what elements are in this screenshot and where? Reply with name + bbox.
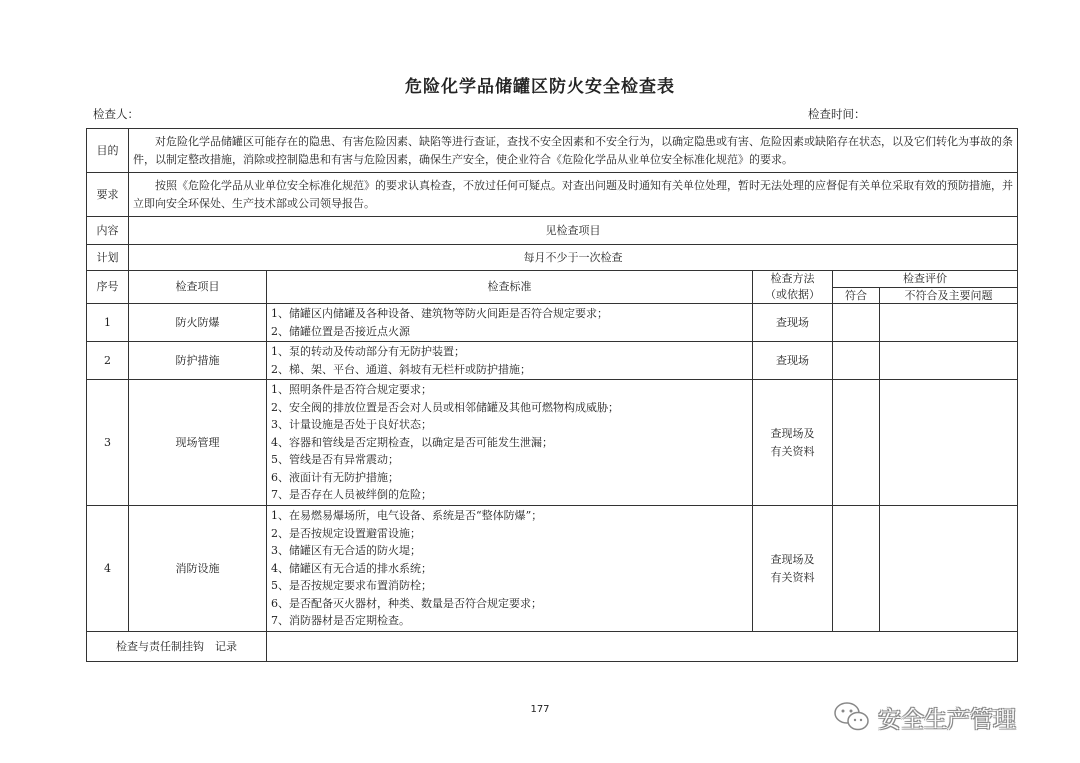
row-no: 3 (87, 380, 129, 506)
content-text: 见检查项目 (129, 217, 1018, 245)
row-no: 1 (87, 304, 129, 342)
standard-line: 7、是否存在人员被绊倒的危险； (271, 488, 432, 502)
standard-line: 2、是否按规定设置避雷设施； (271, 526, 421, 540)
row-conform-cell (833, 304, 880, 342)
method-line: 有关资料 (770, 570, 815, 584)
header-row-1 (87, 271, 1018, 288)
standard-line: 3、储罐区有无合适的防火堤； (271, 544, 421, 558)
row-method (753, 506, 833, 632)
standard-line: 6、液面计有无防护措施； (271, 470, 399, 484)
table-row (87, 304, 1018, 342)
method-line: 查现场 (776, 315, 809, 329)
row-standards (267, 342, 753, 380)
requirement-label: 要求 (87, 173, 129, 217)
header-no: 序号 (87, 271, 129, 304)
table-row (87, 342, 1018, 380)
header-method-line2: （或依据） (765, 288, 820, 301)
footer-row (87, 632, 1018, 662)
row-item: 消防设施 (129, 506, 267, 632)
header-standard: 检查标准 (267, 271, 753, 304)
requirement-text: 按照《危险化学品从业单位安全标准化规范》的要求认真检查，不放过任何可疑点。对查出问题及时通知有关单位处理，暂时无法处理的应督促有关单位采取有效的预防措施，并立即向安全环保处、生产技术部或公司领导报告。 (129, 173, 1018, 217)
method-line: 查现场及 (770, 427, 815, 440)
standard-line: 5、管线是否有异常震动； (271, 453, 399, 467)
content-label: 内容 (87, 217, 129, 245)
table-row (87, 506, 1018, 632)
row-nonconform-cell (880, 304, 1018, 342)
row-item: 现场管理 (129, 380, 267, 506)
footer-row-value (267, 632, 1018, 662)
plan-row (87, 245, 1018, 271)
purpose-label: 目的 (87, 129, 129, 173)
row-method (753, 304, 833, 342)
row-method (753, 342, 833, 380)
content-row (87, 217, 1018, 245)
row-standards (267, 506, 753, 632)
header-nonconform: 不符合及主要问题 (880, 287, 1018, 304)
standard-line: 1、在易燃易爆场所，电气设备、系统是否“整体防爆”； (271, 509, 543, 523)
document-title: 危险化学品储罐区防火安全检查表 (405, 77, 675, 97)
row-standards (267, 380, 753, 506)
purpose-text: 对危险化学品储罐区可能存在的隐患、有害危险因素、缺陷等进行查证，查找不安全因素和不安全行为，以确定隐患或有害、危险因素或缺陷存在状态，以及它们转化为事故的条件，以制定整改措施，消除或控制隐患和有害与危险因素，确保生产安全，使企业符合《危险化学品从业单位安全标准化规范》的要求。 (129, 129, 1018, 173)
standard-line: 4、容器和管线是否定期检查，以确定是否可能发生泄漏； (271, 435, 553, 449)
row-no: 2 (87, 342, 129, 380)
standard-line: 1、泵的转动及传动部分有无防护装置； (271, 345, 465, 358)
method-line: 查现场及 (770, 553, 815, 566)
inspector-label: 检查人： (93, 107, 139, 121)
wechat-icon (832, 700, 872, 734)
row-nonconform-cell (880, 342, 1018, 380)
standard-line: 6、是否配备灭火器材，种类、数量是否符合规定要求； (271, 596, 542, 610)
standard-line: 4、储罐区有无合适的排水系统； (271, 561, 432, 575)
row-no: 4 (87, 506, 129, 632)
row-standards (267, 304, 753, 342)
standard-line: 1、储罐区内储罐及各种设备、建筑物等防火间距是否符合规定要求； (271, 307, 608, 320)
row-item: 防火防爆 (129, 304, 267, 342)
standard-line: 2、梯、架、平台、通道、斜坡有无栏杆或防护措施； (271, 362, 531, 376)
standard-line: 5、是否按规定要求布置消防栓； (271, 579, 432, 593)
header-evaluation: 检查评价 (833, 271, 1018, 288)
plan-text: 每月不少于一次检查 (129, 245, 1018, 271)
standard-line: 1、照明条件是否符合规定要求； (271, 383, 432, 397)
standard-line: 7、消防器材是否定期检查。 (271, 614, 410, 628)
requirement-row (87, 173, 1018, 217)
row-conform-cell (833, 380, 880, 506)
row-conform-cell (833, 342, 880, 380)
header-method-line1: 检查方法 (770, 272, 815, 285)
header-conform: 符合 (833, 287, 880, 304)
method-line: 有关资料 (770, 444, 815, 458)
plan-label: 计划 (87, 245, 129, 271)
table-row (87, 380, 1018, 506)
row-item: 防护措施 (129, 342, 267, 380)
standard-line: 2、安全阀的排放位置是否会对人员或相邻储罐及其他可燃物构成威胁； (271, 400, 619, 414)
inspection-time-label: 检查时间： (808, 107, 866, 121)
purpose-row (87, 129, 1018, 173)
row-method (753, 380, 833, 506)
header-method (753, 271, 833, 304)
watermark (832, 700, 1016, 734)
page-number: 177 (530, 704, 550, 715)
row-nonconform-cell (880, 380, 1018, 506)
footer-row-label: 检查与责任制挂钩 记录 (87, 632, 267, 662)
method-line: 查现场 (776, 353, 809, 367)
standard-line: 3、计量设施是否处于良好状态； (271, 418, 432, 432)
header-item: 检查项目 (129, 271, 267, 304)
standard-line: 2、储罐位置是否接近点火源 (271, 324, 410, 338)
inspection-table (86, 128, 1018, 662)
row-nonconform-cell (880, 506, 1018, 632)
row-conform-cell (833, 506, 880, 632)
watermark-text: 安全生产管理 (878, 706, 1016, 733)
